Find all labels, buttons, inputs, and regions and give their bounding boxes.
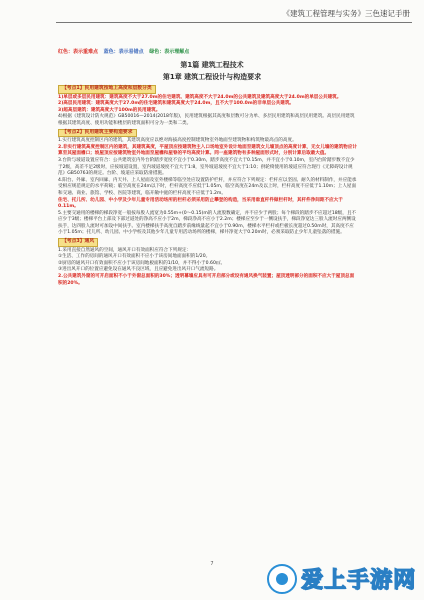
legend-red: 红色：表示重难点: [58, 49, 99, 55]
legend-blue: 蓝色：表示易错点: [103, 49, 144, 55]
point-3-item: ①生活、工作的房间的通风开口有效面积不应小于该房间地面面积的1/20。: [58, 254, 211, 260]
page-number: 7: [210, 561, 214, 567]
content-body: [58, 84, 358, 287]
watermark: [267, 563, 416, 594]
header-rule: [56, 22, 412, 23]
legend-green: 绿色：表示理解点: [149, 49, 190, 55]
point-3-item: ②厨房的通风开口有效面积不应小于该房间地板面积的1/10，并不得小于0.60㎡。: [58, 260, 226, 266]
point-1-item: 1)单层或多层民用建筑：建筑高度不大于27.0m的住宅建筑、建筑高度不大于24.0m的公共建筑及建筑高度大于24.0m的单层公共建筑。: [58, 94, 342, 100]
point-1-item: 2)高层民用建筑：建筑高度大于27.0m的住宅建筑和建筑高度大于24.0m，且不大于100.0m的非单层公共建筑。: [58, 101, 295, 107]
chapter-title: 第1章 建筑工程设计与构造要求: [162, 73, 262, 81]
part-title: 第1篇 建筑工程技术: [180, 61, 244, 69]
point-2-item: 2.非实行建筑高度控制区内的建筑，其建筑高度，平屋顶应按建筑物主入口场地室外设计地面至建筑女儿墙顶点的高度计算，无女儿墙的建筑物应计算至其屋面檐口；坡屋顶应按建筑物室外地面至屋檐和屋脊的平均高度计算。同一座建筑物有多种屋面形式时，分别计算后取最大值。: [58, 144, 357, 157]
point-1-label: 【考点1】民用建筑按地上高度和层数分类: [58, 85, 156, 94]
watermark-logo-icon: [267, 564, 297, 594]
point-2-item: 4.阳台、外廊、室内回廊、内天井、上人屋面及室外楼梯等临空处应设置防护栏杆，并应符合下列规定：栏杆应以坚固、耐久的材料制作，并应能承受相应规范规定的水平荷载；临空高度在24m以下时，栏杆高度不应低于1.05m，临空高度在24m及以上时，栏杆高度不应低于1.10m；上人屋面和交通、商业、旅馆、学校、医院等建筑，临开敞中庭的栏杆高度不应低于1.2m。: [58, 177, 357, 196]
watermark-text: 爱上手游网: [300, 568, 416, 593]
point-2-item: 5.主要交通用的楼梯的梯段净宽一般按每股人流宽为0.55m+(0～0.15)m的人流股数确定，并不应少于两股；每个梯段的踏步不应超过18级，且不应少于3级；楼梯平台上部及下部过道处的净高不应小于2m，梯段净高不应小于2.2m；楼梯应至少于一侧设扶手，梯段净宽达三股人流时应两侧设扶手，达四股人流时可加设中间扶手。室内楼梯扶手高度自踏步前缘线量起不宜小于0.90m，楼梯水平栏杆或栏板长度超过0.50m时，其高度不应小于1.05m；托儿所、幼儿园、中小学校及其他少年儿童专用活动场所的楼梯，梯井净宽大于0.20m时，必须采取防止少年儿童坠落的措施。: [58, 210, 357, 236]
point-3-item: 1.采用直接自然通风的空间，通风开口有效面积应符合下列规定：: [58, 247, 192, 253]
point-2-item: 1.实行建筑高度控制区内的建筑，其建筑高度应以绝对海拔高度控制建筑物室外地面至建筑物和构筑物最高点的高度。: [58, 138, 297, 144]
point-3-item: 2.公共建筑外窗的可开启面积不小于外窗总面积的30%；透明幕墙应具有可开启部分或设有通风换气装置；屋顶透明部分的面积不应大于屋顶总面积的20%。: [58, 274, 355, 286]
point-2-label: 【考点2】民用建筑主要构造要求: [58, 129, 137, 138]
point-2-item: 住宅、托儿所、幼儿园、中小学及少年儿童专用活动场所的栏杆必须采用防止攀登的构造，当采用垂直杆件做栏杆时，其杆件净间距不应大于0.11m。: [58, 197, 343, 210]
point-2-item: 3.台阶与坡道设置应符合：公共建筑室内外台阶踏步宽度不宜小于0.30m，踏步高度不宜大于0.15m，并不宜小于0.10m，室内台阶踏步数不宜少于2级，高差不足2级时，应按坡道设置，室内坡道坡度不宜大于1:8，室外坡道坡度不宜大于1:10；供轮椅使用的坡道应符合现行《无障碍设计规范》GB50763的规定。台阶、坡道应采取防滑措施。: [58, 157, 355, 177]
point-1-item: 4)根据《建筑设计防火规范》GB50016—2014(2018年版)，民用建筑根据其高度和层数可分为单、多层民用建筑和高层民用建筑。高层民用建筑根据其建筑高度、使用功能和楼层的建筑面积可分为一类和二类。: [58, 114, 355, 126]
running-header: 《建筑工程管理与实务》三色速记手册: [282, 9, 410, 18]
point-1-item: 3)超高层建筑：建筑高度大于100m的民用建筑。: [58, 107, 161, 113]
color-legend: [58, 48, 193, 55]
point-3-item: ③进出风开口的位置应避免设在通风不良区域，且应避免进出风开口气流短路。: [58, 267, 219, 273]
point-3-label: 【考点3】通风: [58, 238, 98, 247]
